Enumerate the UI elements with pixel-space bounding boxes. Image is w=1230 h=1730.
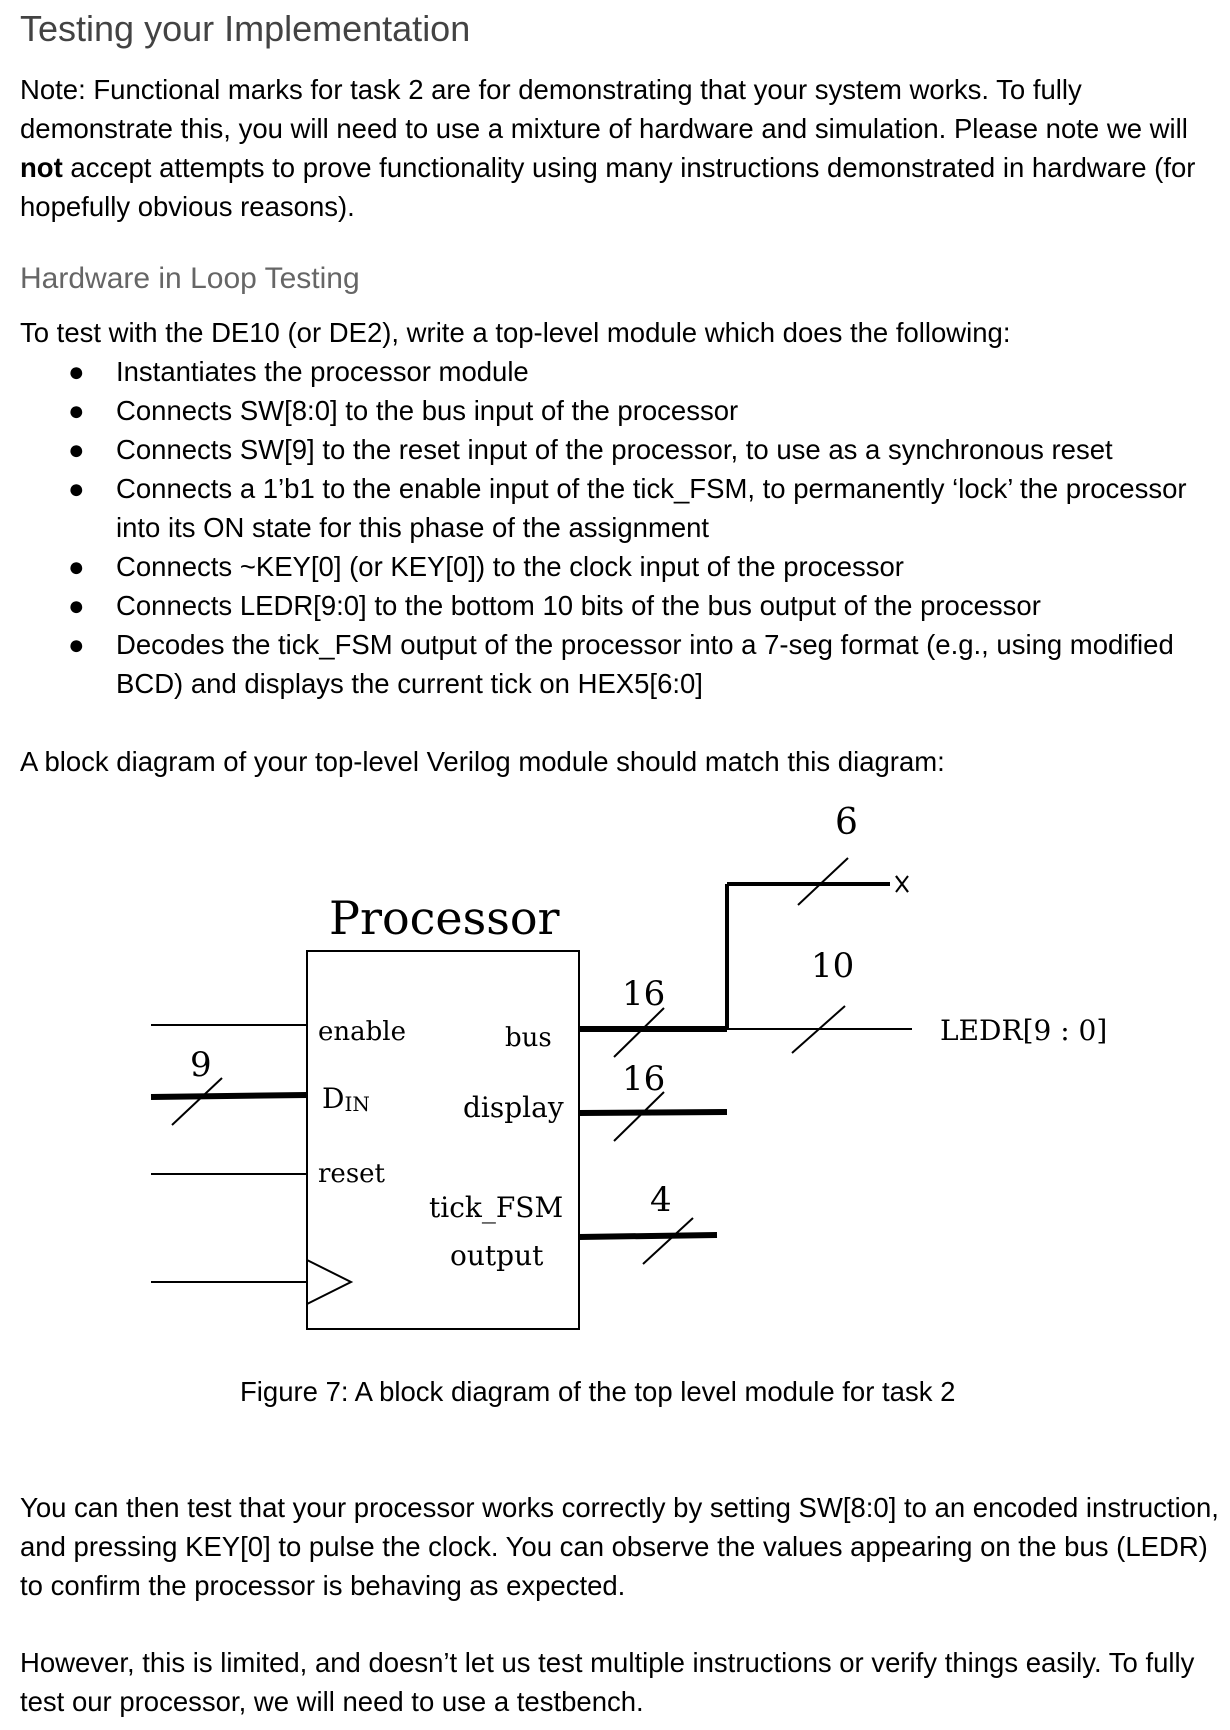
bus-width-slash — [614, 1008, 664, 1057]
din-width-label: 9 — [190, 1045, 212, 1085]
bus-port-label: bus — [505, 1023, 552, 1053]
list-item — [20, 625, 1220, 703]
bullet-icon: ● — [68, 395, 85, 426]
list-item-text: Connects SW[9] to the reset input of the processor, to use as a synchronous reset — [116, 434, 1113, 465]
enable-port-label: enable — [318, 1017, 406, 1047]
bullet-icon: ● — [68, 356, 85, 387]
page-title: Testing your Implementation — [20, 8, 471, 49]
clock-triangle-icon — [307, 1260, 351, 1304]
display-port-label: display — [463, 1091, 564, 1124]
din-port-label — [322, 1082, 370, 1116]
reset-port-label: reset — [318, 1159, 385, 1189]
din-port-subscript: IN — [344, 1092, 370, 1116]
din-width-slash — [172, 1078, 222, 1125]
list-item-text: Connects SW[8:0] to the bus input of the processor — [116, 395, 739, 426]
ledr-label: LEDR[9 : 0] — [940, 1014, 1108, 1047]
tick-width-slash — [643, 1218, 693, 1264]
din-port-main: D — [322, 1082, 345, 1115]
note-text-start: Note: Functional marks for task 2 are for demonstrating that your system works. To fully demonstrate this, you will need to use a mixture of hardware and simulation. Please note we will — [20, 74, 1188, 144]
section-heading: Hardware in Loop Testing — [20, 262, 360, 295]
list-item-text: Connects ~KEY[0] (or KEY[0]) to the clock input of the processor — [116, 551, 904, 582]
din-wire — [151, 1095, 307, 1097]
note-text-end: accept attempts to prove functionality using many instructions demonstrated in hardware (for hopefully obvious reasons). — [20, 152, 1196, 222]
list-item-text: Instantiates the processor module — [116, 356, 529, 387]
bullet-icon: ● — [68, 590, 85, 621]
tick-width-label: 4 — [650, 1180, 672, 1220]
bullet-icon: ● — [68, 434, 85, 465]
list-item — [20, 352, 1220, 391]
bullet-icon: ● — [68, 629, 85, 660]
tick-output-port-label: output — [450, 1239, 544, 1272]
tick-fsm-port-label: tick_FSM — [429, 1191, 564, 1224]
upper-width-label: 6 — [835, 802, 858, 843]
diagram-intro: A block diagram of your top-level Verilog module should match this diagram: — [20, 746, 945, 777]
list-item — [20, 547, 1220, 586]
display-width-slash — [614, 1092, 664, 1141]
bus-width-label: 16 — [622, 974, 666, 1014]
processor-title: Processor — [329, 891, 560, 945]
bullet-icon: ● — [68, 551, 85, 582]
list-item — [20, 430, 1220, 469]
list-item — [20, 586, 1220, 625]
test-paragraph: You can then test that your processor works correctly by setting SW[8:0] to an encoded instruction, and pressing KEY[0] to pulse the clock. You can observe the values appearing on the bus (LEDR) to confirm the processor is behaving as expected. — [20, 1492, 1219, 1601]
ledr-width-label: 10 — [811, 946, 855, 986]
requirements-list — [20, 352, 1220, 703]
limit-paragraph: However, this is limited, and doesn’t let us test multiple instructions or verify things easily. To fully test our processor, we will need to use a testbench. — [20, 1647, 1195, 1717]
bullet-icon: ● — [68, 473, 85, 504]
note-paragraph — [20, 70, 1220, 226]
list-item-text: Connects a 1’b1 to the enable input of the tick_FSM, to permanently ‘lock’ the processor into its ON state for this phase of the assignment — [116, 473, 1187, 543]
display-width-label: 16 — [622, 1059, 666, 1099]
list-item — [20, 391, 1220, 430]
figure-caption: Figure 7: A block diagram of the top level module for task 2 — [240, 1376, 956, 1407]
block-diagram — [20, 800, 1220, 1360]
list-item-text: Connects LEDR[9:0] to the bottom 10 bits of the bus output of the processor — [116, 590, 1041, 621]
upper-width-slash — [798, 858, 848, 905]
tick-wire — [579, 1235, 717, 1237]
display-wire — [579, 1112, 727, 1113]
list-item — [20, 469, 1220, 547]
block-diagram-figure — [20, 800, 1220, 1360]
processor-block — [307, 951, 579, 1329]
list-item-text: Decodes the tick_FSM output of the processor into a 7-seg format (e.g., using modified BCD) and displays the current tick on HEX5[6:0] — [116, 629, 1174, 699]
note-emphasis: not — [20, 152, 63, 183]
section-intro: To test with the DE10 (or DE2), write a top-level module which does the following: — [20, 317, 1011, 348]
